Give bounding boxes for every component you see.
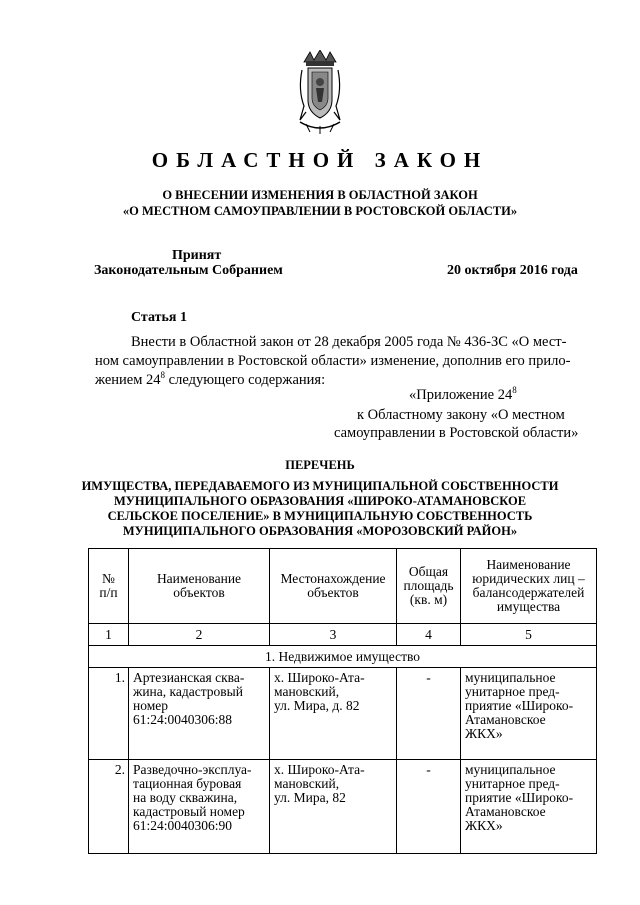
- article-text-line3: жением $24^8$ следующего содержания:: [95, 370, 326, 388]
- object-holder: муниципальное унитарное пред- приятие «Широко- Атамановское ЖКХ»: [461, 668, 597, 760]
- column-number-row: [89, 624, 597, 646]
- list-title-line1: ИМУЩЕСТВА, ПЕРЕДАВАЕМОГО ИЗ МУНИЦИПАЛЬНОЙ СОБСТВЕННОСТИ: [81, 479, 559, 493]
- column-number: 5: [461, 624, 597, 646]
- appendix-ref-line1: к Областному закону «О местном: [357, 407, 565, 423]
- column-number: 3: [270, 624, 397, 646]
- header-cell: Местонахождение объектов: [270, 549, 397, 624]
- article-text-line1: Внести в Областной закон от 28 декабря 2005 года № 436-ЗС «О мест-: [131, 334, 567, 350]
- law-title-line2: «О МЕСТНОМ САМОУПРАВЛЕНИИ В РОСТОВСКОЙ ОБЛАСТИ»: [122, 204, 518, 218]
- article-heading: Статья 1: [131, 310, 187, 325]
- header-cell: Общая площадь (кв. м): [397, 549, 461, 624]
- object-location: х. Широко-Ата- мановский, ул. Мира, д. 82: [270, 668, 397, 760]
- section-title: 1. Недвижимое имущество: [89, 646, 597, 668]
- column-number: 2: [129, 624, 270, 646]
- list-heading: ПЕРЕЧЕНЬ: [285, 458, 355, 472]
- header-cell: Наименование объектов: [129, 549, 270, 624]
- law-type-title: ОБЛАСТНОЙ ЗАКОН: [151, 148, 489, 172]
- object-area: -: [397, 760, 461, 854]
- list-title-line2: МУНИЦИПАЛЬНОГО ОБРАЗОВАНИЯ «ШИРОКО-АТАМАНОВСКОЕ: [113, 494, 527, 508]
- article-text-line2: ном самоуправлении в Ростовской области» изменение, дополнив его прило-: [95, 353, 571, 369]
- property-table: [88, 548, 597, 854]
- header-cell: Наименование юридических лиц – балансодержателей имущества: [461, 549, 597, 624]
- law-title-line1: О ВНЕСЕНИИ ИЗМЕНЕНИЯ В ОБЛАСТНОЙ ЗАКОН: [162, 188, 478, 202]
- object-location: х. Широко-Ата- мановский, ул. Мира, 82: [270, 760, 397, 854]
- list-title-line4: МУНИЦИПАЛЬНОГО ОБРАЗОВАНИЯ «МОРОЗОВСКИЙ РАЙОН»: [122, 524, 518, 538]
- table-row: [89, 668, 597, 760]
- adoption-date: 20 октября 2016 года: [447, 263, 578, 278]
- object-name: Разведочно-эксплуа- тационная буровая на воду скважина, кадастровый номер 61:24:0040306:90: [129, 760, 270, 854]
- adopted-label: Принят: [172, 248, 222, 263]
- table-header-row: [89, 549, 597, 624]
- row-index: 1.: [89, 668, 129, 760]
- appendix-ref-line2: самоуправлении в Ростовской области»: [334, 425, 579, 441]
- section-row: [89, 646, 597, 668]
- object-area: -: [397, 668, 461, 760]
- coat-of-arms-emblem: [296, 50, 344, 134]
- appendix-label: «Приложение $24^8$: [409, 385, 517, 403]
- table-row: [89, 760, 597, 854]
- list-title-line3: СЕЛЬСКОЕ ПОСЕЛЕНИЕ» В МУНИЦИПАЛЬНУЮ СОБСТВЕННОСТЬ: [107, 509, 533, 523]
- object-holder: муниципальное унитарное пред- приятие «Широко- Атамановское ЖКХ»: [461, 760, 597, 854]
- header-cell: № п/п: [89, 549, 129, 624]
- row-index: 2.: [89, 760, 129, 854]
- column-number: 1: [89, 624, 129, 646]
- object-name: Артезианская сква- жина, кадастровый номер 61:24:0040306:88: [129, 668, 270, 760]
- adopted-by: Законодательным Собранием: [94, 263, 283, 278]
- column-number: 4: [397, 624, 461, 646]
